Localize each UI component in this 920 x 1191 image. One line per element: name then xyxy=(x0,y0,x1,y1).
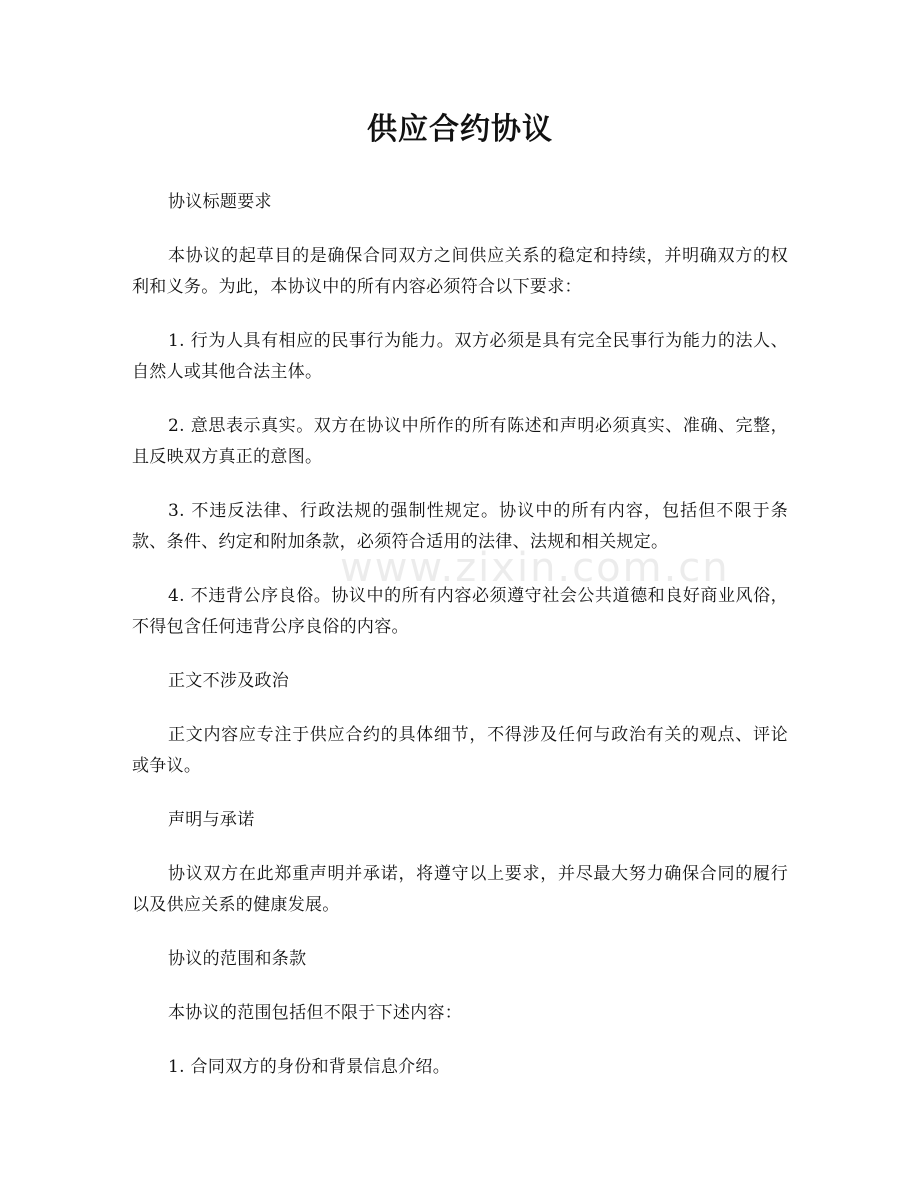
section-heading: 声明与承诺 xyxy=(168,810,255,830)
paragraph: 协议双方在此郑重声明并承诺，将遵守以上要求，并尽最大努力确保合同的履行以及供应关系的健康发展。 xyxy=(132,864,788,915)
section-heading: 协议标题要求 xyxy=(168,192,272,212)
list-item: 1. 合同双方的身份和背景信息介绍。 xyxy=(168,1057,451,1077)
paragraph: 本协议的起草目的是确保合同双方之间供应关系的稳定和持续，并明确双方的权利和义务。为此，本协议中的所有内容必须符合以下要求： xyxy=(132,246,788,297)
document-body xyxy=(132,187,788,1106)
list-item: 3. 不违反法律、行政法规的强制性规定。协议中的所有内容，包括但不限于条款、条件、约定和附加条款，必须符合适用的法律、法规和相关规定。 xyxy=(132,501,788,552)
paragraph: 本协议的范围包括但不限于下述内容： xyxy=(168,1003,463,1023)
list-item: 4. 不违背公序良俗。协议中的所有内容必须遵守社会公共道德和良好商业风俗，不得包含任何违背公序良俗的内容。 xyxy=(132,586,788,637)
document-title: 供应合约协议 xyxy=(367,112,553,147)
list-item: 2. 意思表示真实。双方在协议中所作的所有陈述和声明必须真实、准确、完整，且反映双方真正的意图。 xyxy=(132,416,788,467)
paragraph: 正文内容应专注于供应合约的具体细节，不得涉及任何与政治有关的观点、评论或争议。 xyxy=(132,725,788,776)
section-heading: 正文不涉及政治 xyxy=(168,671,290,691)
section-heading: 协议的范围和条款 xyxy=(168,949,307,969)
list-item: 1. 行为人具有相应的民事行为能力。双方必须是具有完全民事行为能力的法人、自然人或其他合法主体。 xyxy=(132,331,788,382)
watermark: www.zixin.com.cn xyxy=(340,545,730,591)
